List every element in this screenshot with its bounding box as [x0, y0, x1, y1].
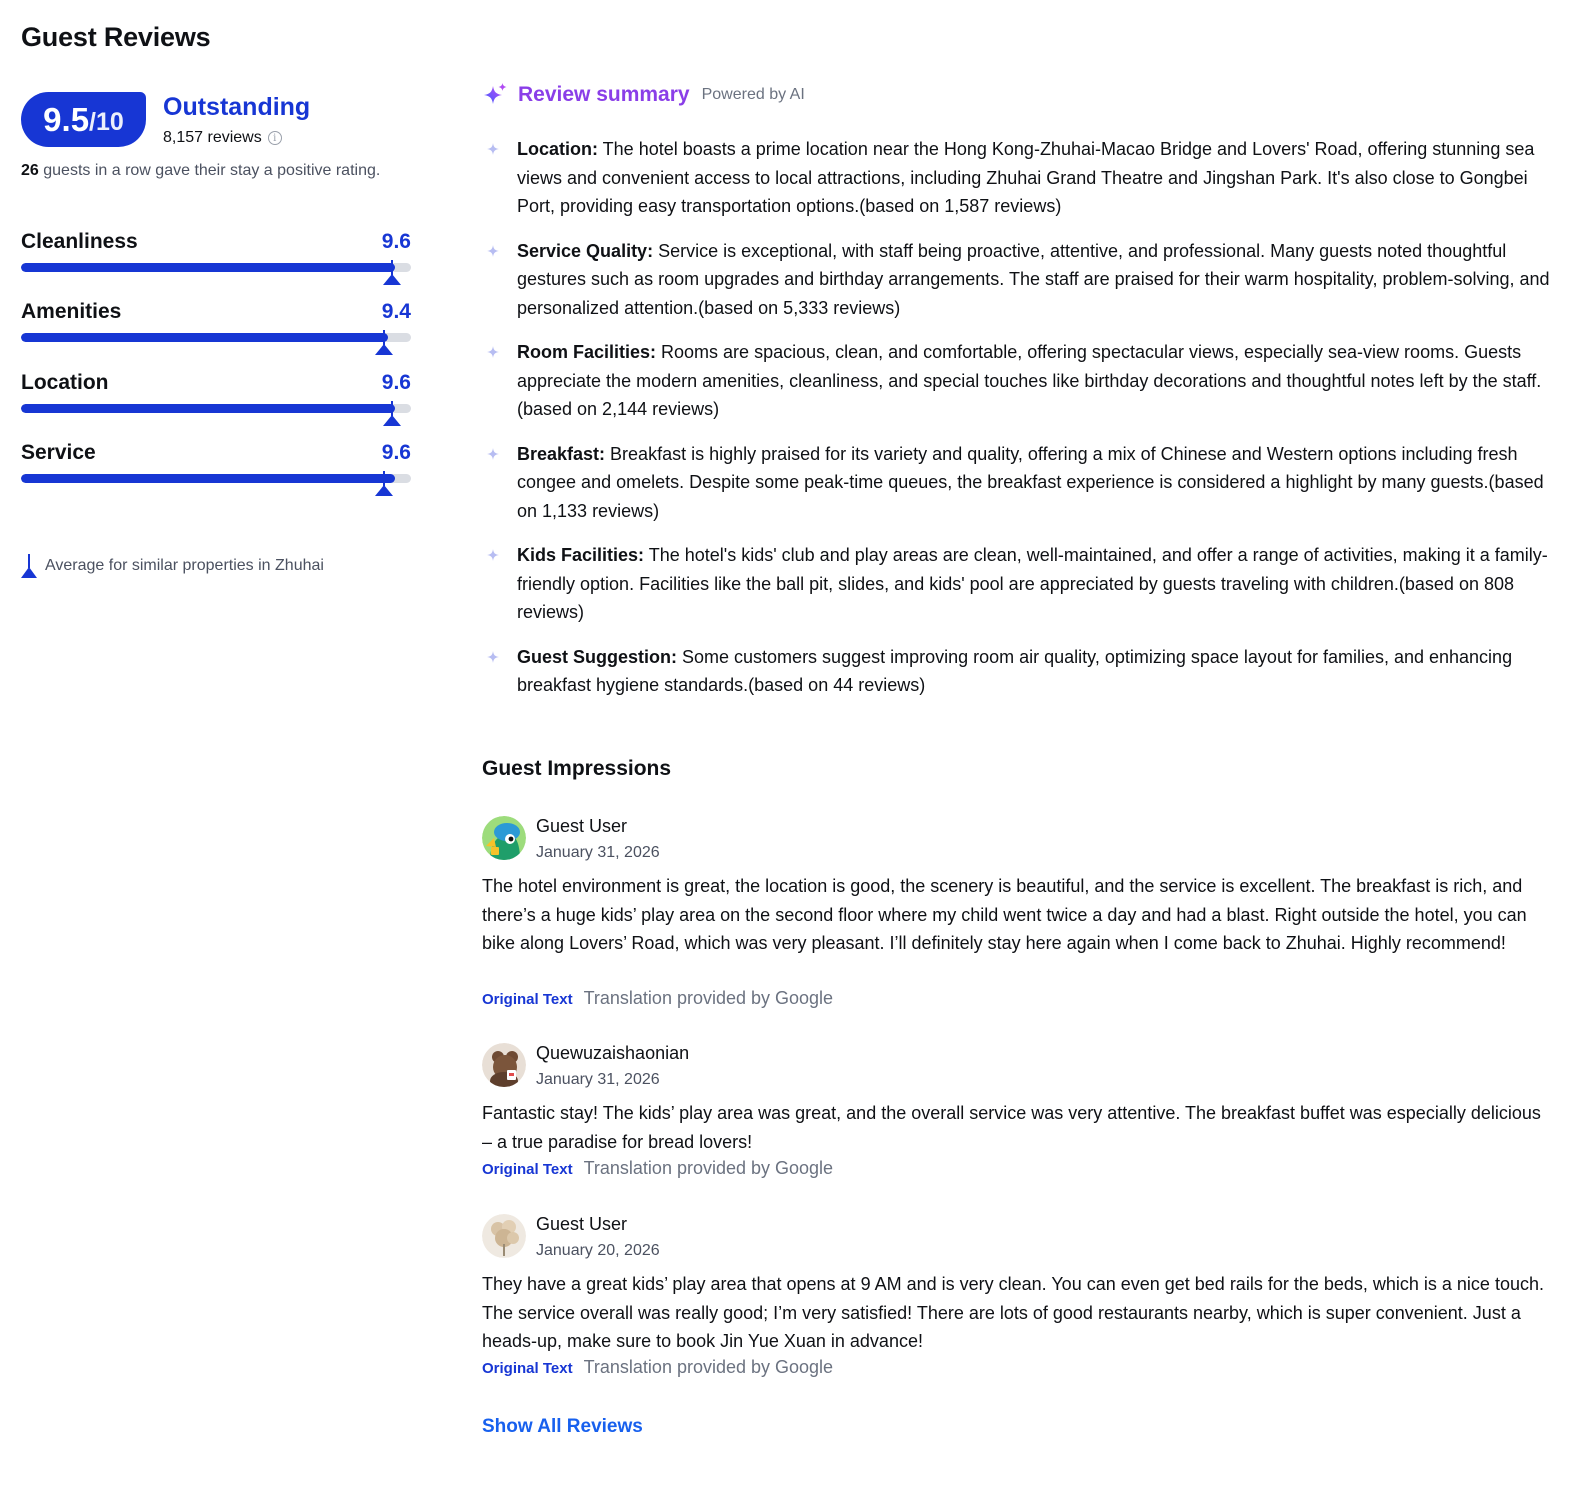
score-bar-track — [21, 333, 411, 342]
average-legend — [21, 554, 324, 578]
sparkle-bullet-icon — [486, 447, 500, 461]
summary-item-label: Location: — [517, 139, 598, 159]
summary-item-label: Service Quality: — [517, 240, 654, 261]
category-location — [21, 371, 411, 431]
page-title: Guest Reviews — [21, 22, 211, 52]
summary-item-breakfast — [482, 440, 1552, 526]
info-icon[interactable]: i — [268, 131, 282, 145]
summary-item-text: Some customers suggest improving room air quality, optimizing space layout for families, and enhancing breakfast hygiene standards.(based on 44 reviews) — [517, 646, 1513, 695]
overall-score: 9.5 — [43, 100, 90, 138]
original-text-link[interactable]: Original Text — [482, 991, 573, 1008]
category-label: Location — [21, 371, 109, 394]
overall-score-badge — [21, 92, 146, 147]
summary-item-label: Kids Facilities: — [517, 545, 645, 565]
sparkle-bullet-icon — [486, 244, 500, 258]
summary-item-label: Breakfast: — [517, 443, 606, 464]
summary-item-label: Guest Suggestion: — [517, 646, 678, 667]
translation-note: Translation provided by Google — [583, 988, 834, 1008]
powered-by-label: Powered by AI — [701, 86, 805, 103]
score-bar-fill — [21, 333, 388, 342]
ai-sparkle-icon — [482, 82, 508, 108]
reviewer-name: Guest User — [536, 1214, 628, 1234]
sparkle-bullet-icon — [486, 345, 500, 359]
review-footer — [482, 1357, 833, 1378]
summary-item-text: Service is exceptional, with staff being proactive, attentive, and professional. Many guests noted thoughtful gestures such as room upgrades and birthday arrangements. The staff are praised for their warm hospitality, problem-solving, and personalized attention.(based on 5,333 reviews) — [517, 240, 1550, 318]
review-summary-header — [482, 82, 805, 108]
score-bar-fill — [21, 474, 395, 483]
review-summary-list — [482, 135, 1552, 716]
summary-item-text: The hotel boasts a prime location near the Hong Kong-Zhuhai-Macao Bridge and Lovers' Road, offering stunning sea views and convenient access to local attractions, including Zhuhai Grand Theatre and Jingshan Park. It's also close to Gongbei Port, providing easy transportation options.(based on 1,587 reviews) — [517, 139, 1535, 216]
category-label: Amenities — [21, 300, 122, 323]
category-score: 9.6 — [381, 371, 411, 394]
average-marker-icon — [383, 401, 401, 427]
reviewer-name: Quewuzaishaonian — [536, 1043, 690, 1063]
category-score: 9.6 — [381, 441, 411, 464]
sparkle-bullet-icon — [486, 548, 500, 562]
review-date: January 20, 2026 — [536, 1242, 660, 1259]
summary-item-location — [482, 135, 1552, 221]
review-footer — [482, 988, 833, 1009]
positive-streak — [21, 162, 380, 180]
review-count — [163, 129, 282, 147]
score-bar-fill — [21, 263, 395, 272]
summary-item-room-facilities — [482, 338, 1552, 424]
flower-avatar-icon[interactable] — [482, 1214, 526, 1258]
average-marker-icon — [21, 554, 37, 578]
streak-count: 26 — [21, 162, 39, 179]
review-text: They have a great kids’ play area that opens at 9 AM and is very clean. You can even get bed rails for the beds, which is a nice touch. The service overall was really good; I’m very satisfied! There are lots of good restaurants nearby, which is super convenient. Just a heads-up, make sure to book Jin Yue Xuan in advance! — [482, 1274, 1544, 1351]
review-card — [482, 1043, 1552, 1183]
translation-note: Translation provided by Google — [583, 1158, 834, 1178]
original-text-link[interactable]: Original Text — [482, 1360, 573, 1377]
category-cleanliness — [21, 230, 411, 290]
summary-item-service-quality — [482, 237, 1552, 323]
review-text: Fantastic stay! The kids’ play area was great, and the overall service was very attentive. The breakfast buffet was especially delicious – a true paradise for bread lovers! — [482, 1103, 1541, 1152]
score-bar-fill — [21, 404, 395, 413]
review-date: January 31, 2026 — [536, 844, 660, 861]
summary-item-text: The hotel's kids' club and play areas are clean, well-maintained, and offer a range of activities, making it a family-friendly option. Facilities like the ball pit, slides, and kids' pool are appreciated by guests traveling with children.(based on 808 reviews) — [517, 545, 1548, 622]
streak-text: guests in a row gave their stay a positive rating. — [38, 162, 381, 179]
score-bar-track — [21, 404, 411, 413]
summary-item-text: Breakfast is highly praised for its variety and quality, offering a mix of Chinese and Western options including fresh congee and omelets. Despite some peak-time queues, the breakfast experience is considered a highlight by many guests.(based on 1,133 reviews) — [517, 443, 1544, 521]
score-bar-track — [21, 474, 411, 483]
summary-item-label: Room Facilities: — [517, 342, 657, 362]
review-footer — [482, 1158, 833, 1179]
review-date: January 31, 2026 — [536, 1071, 660, 1088]
guest-impressions-title: Guest Impressions — [482, 757, 672, 780]
summary-item-guest-suggestion — [482, 643, 1552, 700]
review-text: The hotel environment is great, the location is good, the scenery is beautiful, and the service is excellent. The breakfast is rich, and there’s a huge kids’ play area on the second floor where my child went twice a day and had a blast. Right outside the hotel, you can bike along Lovers’ Road, which was very pleasant. I’ll definitely stay here again when I come back to Zhuhai. Highly recommend! — [482, 876, 1527, 953]
translation-note: Translation provided by Google — [583, 1357, 834, 1377]
average-marker-icon — [383, 260, 401, 286]
average-marker-icon — [375, 330, 393, 356]
category-service — [21, 441, 411, 501]
review-card — [482, 816, 1552, 1016]
show-all-reviews-link[interactable]: Show All Reviews — [482, 1416, 643, 1437]
overall-score-scale: /10 — [89, 107, 124, 136]
average-marker-icon — [375, 471, 393, 497]
score-bar-track — [21, 263, 411, 272]
sparkle-bullet-icon — [486, 650, 500, 664]
review-summary-title: Review summary — [518, 83, 690, 106]
average-legend-text: Average for similar properties in Zhuhai — [45, 557, 324, 574]
summary-item-kids-facilities — [482, 541, 1552, 627]
category-amenities — [21, 300, 411, 360]
rating-word: Outstanding — [163, 93, 311, 121]
category-score: 9.6 — [381, 230, 411, 253]
category-label: Cleanliness — [21, 230, 138, 253]
category-label: Service — [21, 441, 96, 464]
reviewer-name: Guest User — [536, 816, 628, 836]
teddy-bear-avatar-icon[interactable] — [482, 1043, 526, 1087]
sparkle-bullet-icon — [486, 142, 500, 156]
summary-item-text: Rooms are spacious, clean, and comfortable, offering spectacular views, especially sea-view rooms. Guests appreciate the modern amenities, cleanliness, and special touches like birthday decorations and thoughtful notes left by the staff.(based on 2,144 reviews) — [517, 342, 1542, 419]
parrot-avatar-icon[interactable] — [482, 816, 526, 860]
review-count-text: 8,157 reviews — [163, 129, 262, 146]
category-score: 9.4 — [381, 300, 411, 323]
original-text-link[interactable]: Original Text — [482, 1161, 573, 1178]
review-card — [482, 1214, 1552, 1384]
